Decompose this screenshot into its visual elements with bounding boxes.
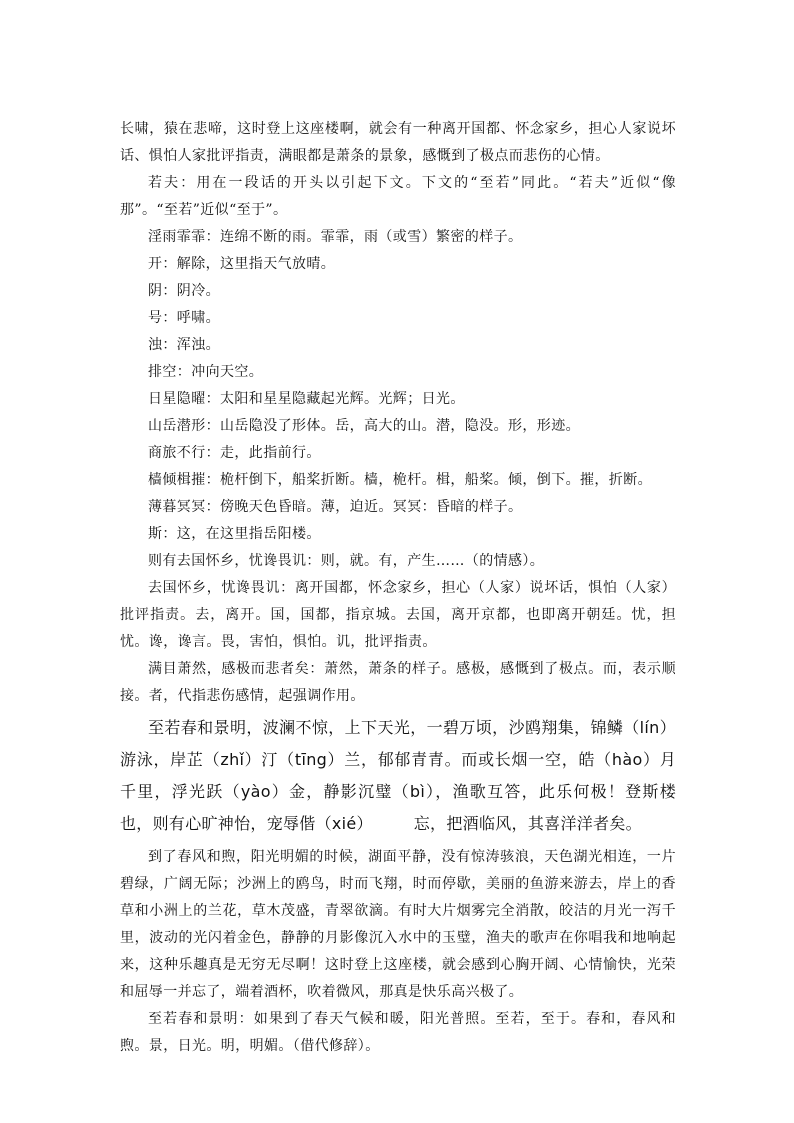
paragraph-p9: 日星隐曜：太阳和星星隐藏起光辉。光辉；日光。 xyxy=(148,391,465,407)
paragraph-p4: 开：解除，这里指天气放晴。 xyxy=(148,256,336,272)
document-body xyxy=(120,116,676,1060)
paragraph-p2: 若夫：用在一段话的开头以引起下文。下文的“至若”同此。“若夫”近似“像那”。“至若”近似“至于”。 xyxy=(120,175,676,218)
paragraph-p6: 号：呼啸。 xyxy=(148,310,220,326)
paragraph-p7: 浊：浑浊。 xyxy=(148,337,220,353)
paragraph-p17: 满目萧然，感极而悲者矣：萧然，萧条的样子。感极，感慨到了极点。而，表示顺接。者，代指悲伤感情，起强调作用。 xyxy=(120,661,676,704)
paragraph-p11: 商旅不行：走，此指前行。 xyxy=(148,445,321,461)
paragraph-p14: 斯：这，在这里指岳阳楼。 xyxy=(148,526,321,542)
translation-paragraph: 到了春风和煦，阳光明媚的时候，湖面平静，没有惊涛骇浪，天色湖光相连，一片碧绿，广阔无际；沙洲上的鸥鸟，时而飞翔，时而停歇，美丽的鱼游来游去，岸上的香草和小洲上的兰花，草木茂盛，青翠欲滴。有时大片烟雾完全消散，皎洁的月光一泻千里，波动的光闪着金色，静静的月影像沉入水中的玉璧，渔夫的歌声在你唱我和地响起来，这种乐趣真是无穷无尽啊！这时登上这座楼，就会感到心胸开阔、心情愉快，光荣和屈辱一并忘了，端着酒杯，吹着微风，那真是快乐高兴极了。 xyxy=(120,849,676,1000)
paragraph-p10: 山岳潜形：山岳隐没了形体。岳，高大的山。潜，隐没。形，形迹。 xyxy=(148,418,580,434)
paragraph-p15: 则有去国怀乡，忧谗畏讥：则，就。有，产生……（的情感）。 xyxy=(148,553,545,569)
paragraph-p16: 去国怀乡，忧谗畏讥：离开国都，怀念家乡，担心（人家）说坏话，惧怕（人家）批评指责。去，离开。国，国都，指京城。去国，离开京都，也即离开朝廷。忧，担忧。谗，谗言。畏，害怕，惧怕。讥，批评指责。 xyxy=(120,580,676,650)
source-text-paragraph: 至若春和景明，波澜不惊，上下天光，一碧万顷，沙鸥翔集，锦鳞（lín）游泳，岸芷（zhǐ）汀（tīng）兰，郁郁青青。而或长烟一空，皓（hào）月千里，浮光跃（yào）金，静影沉璧（bì），渔歌互答，此乐何极！登斯楼也，则有心旷神怡，宠辱偕（xié） 忘，把酒临风，其喜洋洋者矣。 xyxy=(120,718,676,833)
paragraph-p3: 淫雨霏霏：连绵不断的雨。霏霏，雨（或雪）繁密的样子。 xyxy=(148,229,523,245)
paragraph-p12: 樯倾楫摧：桅杆倒下，船桨折断。樯，桅杆。楫，船桨。倾，倒下。摧，折断。 xyxy=(148,472,652,488)
paragraph-p1: 长啸，猿在悲啼，这时登上这座楼啊，就会有一种离开国都、怀念家乡，担心人家说坏话、惧怕人家批评指责，满眼都是萧条的景象，感慨到了极点而悲伤的心情。 xyxy=(120,121,676,164)
paragraph-p8: 排空：冲向天空。 xyxy=(148,364,264,380)
annotation-paragraph: 至若春和景明：如果到了春天气候和暖，阳光普照。至若，至于。春和，春风和煦。景，日光。明，明媚。（借代修辞）。 xyxy=(120,1011,676,1054)
paragraph-p13: 薄暮冥冥：傍晚天色昏暗。薄，迫近。冥冥：昏暗的样子。 xyxy=(148,499,523,515)
paragraph-p5: 阴：阴冷。 xyxy=(148,283,220,299)
